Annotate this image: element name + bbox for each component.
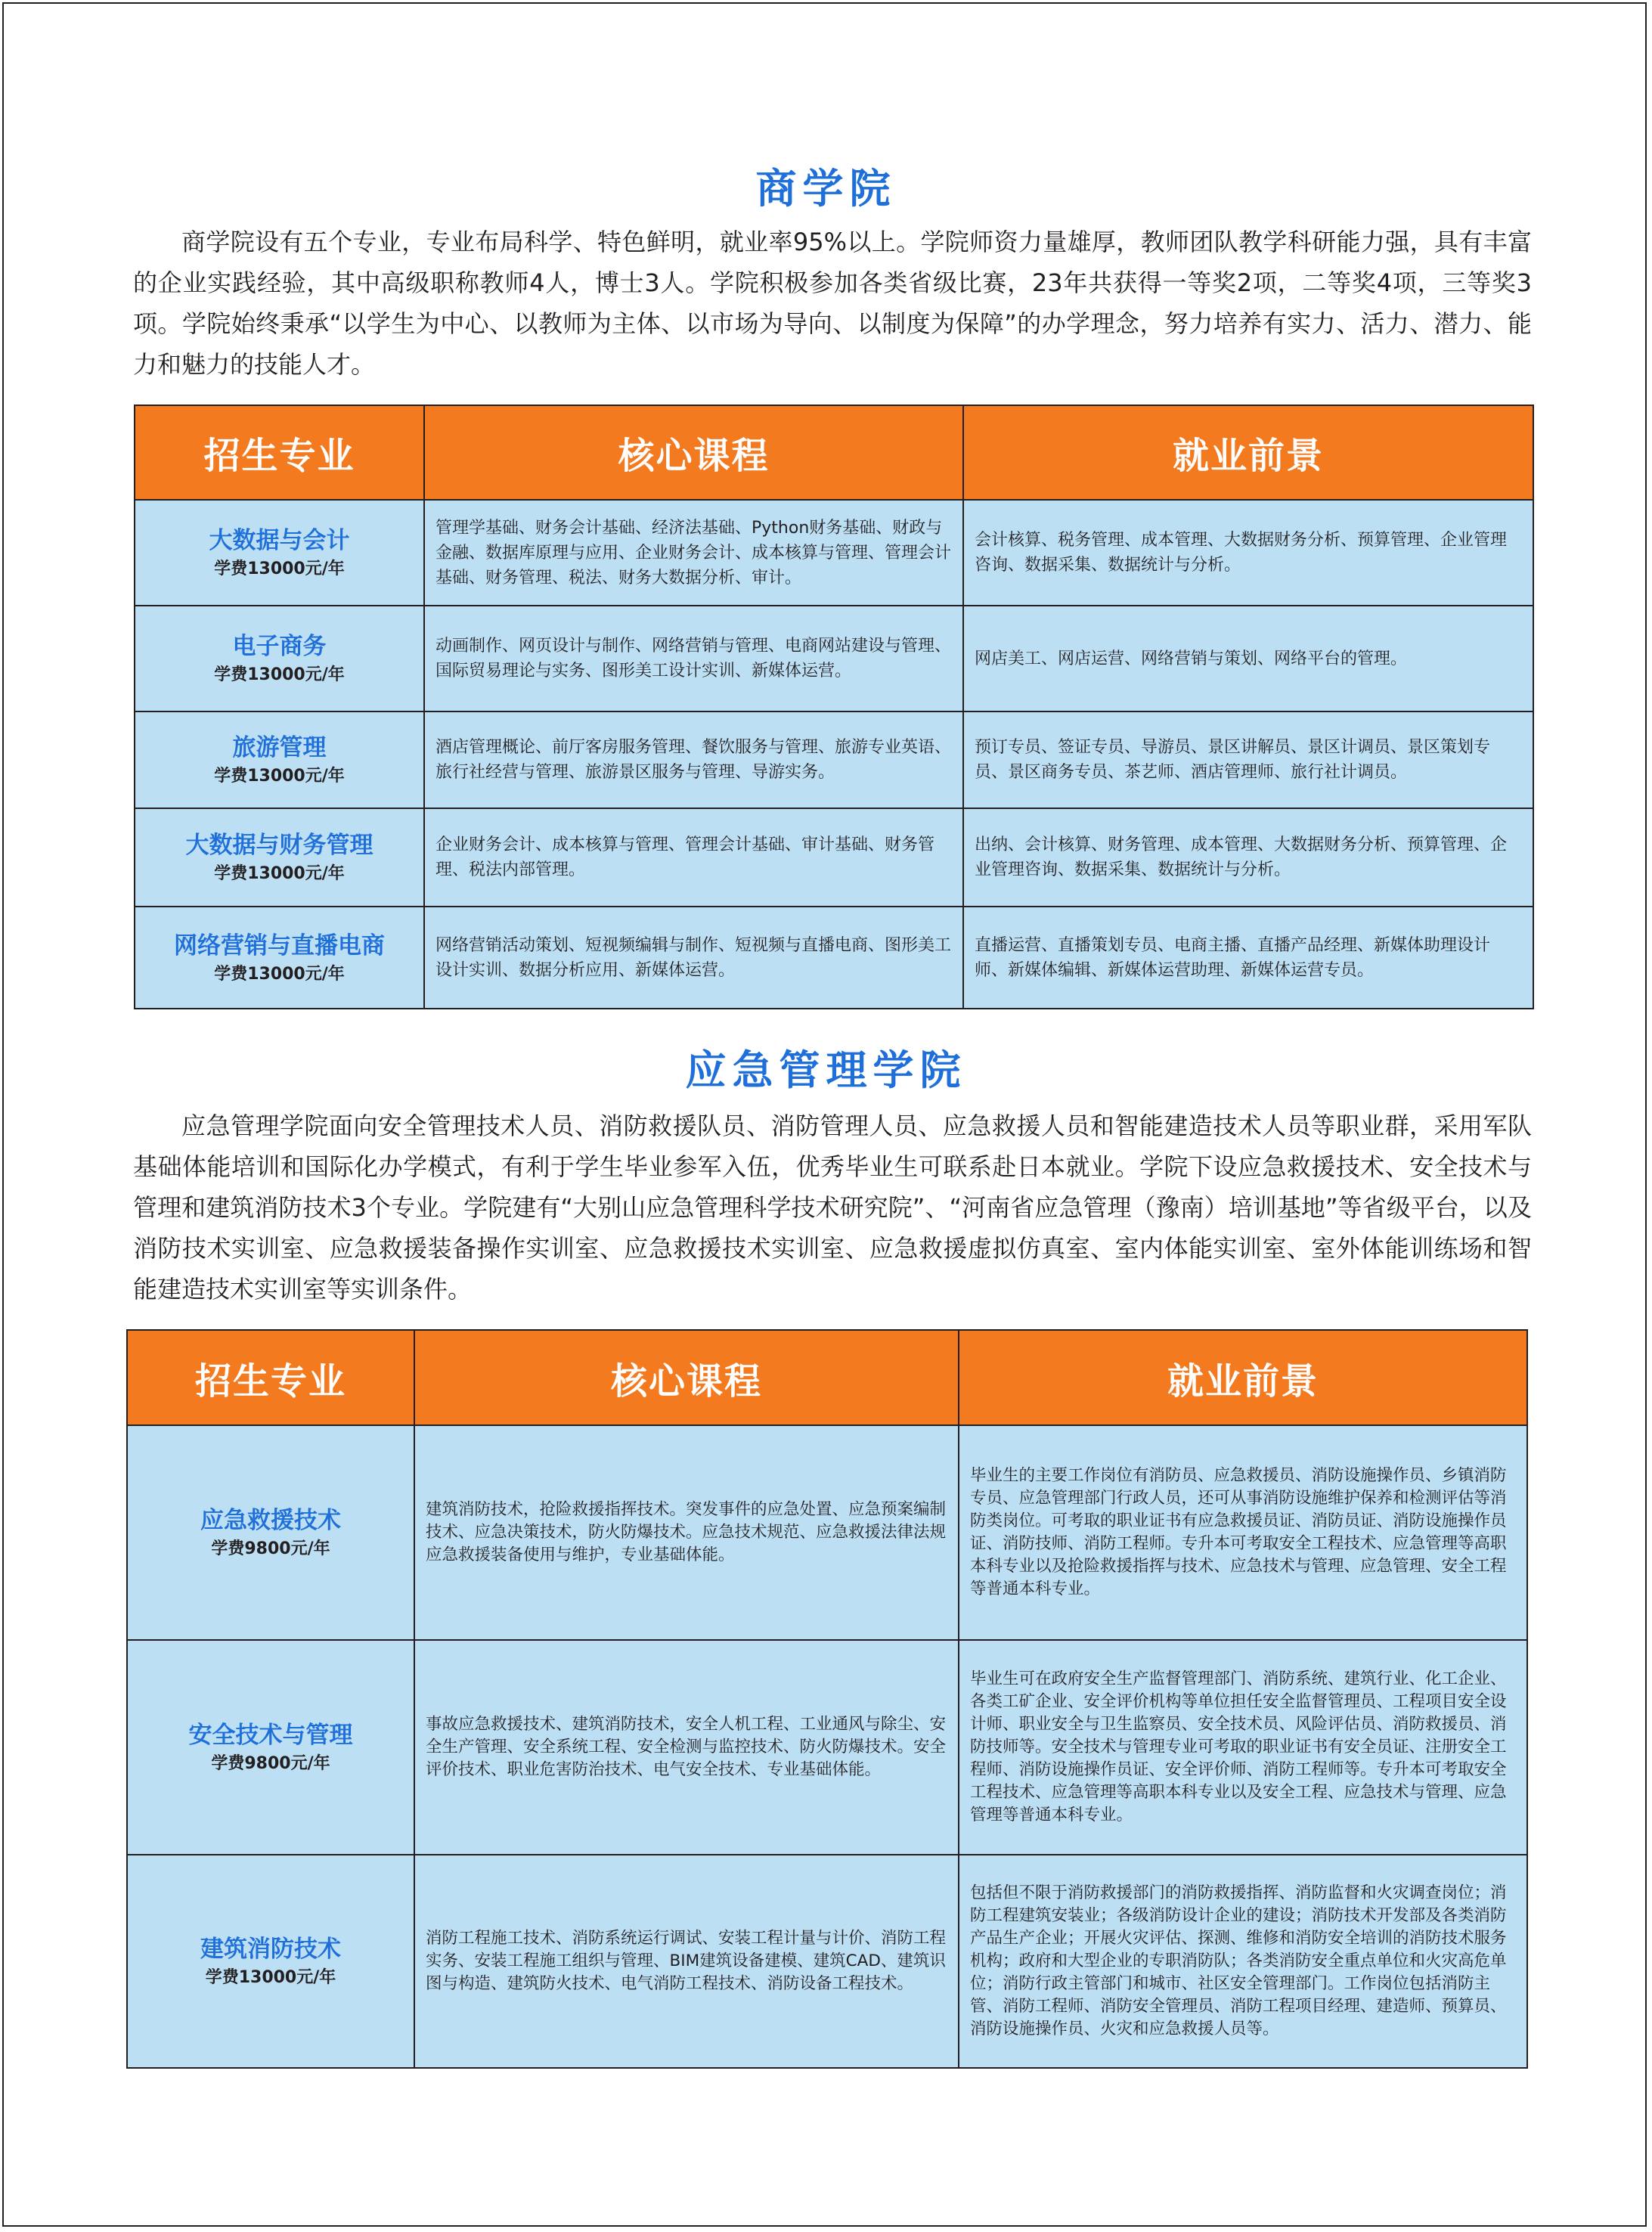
major-name: 大数据与财务管理 xyxy=(185,832,373,859)
table-row xyxy=(135,606,1533,711)
emergency-school-intro: 应急管理学院面向安全管理技术人员、消防救援队员、消防管理人员、应急救援人员和智能建造技术人员等职业群，采用军队基础体能培训和国际化办学模式，有利于学生毕业参军入伍，优秀毕业生可联系赴日本就业。学院下设应急救援技术、安全技术与管理和建筑消防技术3个专业。学院建有“大别山应急管理科学技术研究院”、“河南省应急管理（豫南）培训基地”等省级平台，以及消防技术实训室、应急救援装备操作实训室、应急救援技术实训室、应急救援虚拟仿真室、室内体能实训室、室外体能训练场和智能建造技术实训室等实训条件。 xyxy=(133,1111,1532,1304)
table-row xyxy=(127,1425,1527,1640)
emergency-majors-table xyxy=(126,1329,1528,2069)
table-row xyxy=(135,808,1533,907)
emergency-school-title: 应急管理学院 xyxy=(685,1046,967,1094)
major-fee: 学费13000元/年 xyxy=(214,864,345,883)
major-name: 应急救援技术 xyxy=(200,1507,341,1534)
major-fee: 学费13000元/年 xyxy=(214,767,345,786)
major-name: 电子商务 xyxy=(232,633,327,660)
header-courses: 核心课程 xyxy=(414,1330,959,1425)
major-fee: 学费13000元/年 xyxy=(214,964,345,984)
major-fee: 学费9800元/年 xyxy=(211,1539,330,1558)
major-name: 大数据与会计 xyxy=(209,527,350,554)
major-name: 网络营销与直播电商 xyxy=(174,932,385,959)
business-school-intro: 商学院设有五个专业，专业布局科学、特色鲜明，就业率95%以上。学院师资力量雄厚，教师团队教学科研能力强，具有丰富的企业实践经验，其中高级职称教师4人，博士3人。学院积极参加各类省级比赛，23年共获得一等奖2项，二等奖4项，三等奖3项。学院始终秉承“以学生为中心、以教师为主体、以市场为导向、以制度为保障”的办学理念，努力培养有实力、活力、潜力、能力和魅力的技能人才。 xyxy=(133,228,1532,379)
major-cell xyxy=(135,808,424,907)
major-fee: 学费13000元/年 xyxy=(205,1968,336,1987)
major-name: 旅游管理 xyxy=(232,734,327,761)
prospects-cell: 会计核算、税务管理、成本管理、大数据财务分析、预算管理、企业管理咨询、数据采集、数据统计与分析。 xyxy=(963,500,1533,606)
major-name: 建筑消防技术 xyxy=(200,1936,341,1963)
major-fee: 学费9800元/年 xyxy=(211,1754,330,1773)
prospects-cell: 直播运营、直播策划专员、电商主播、直播产品经理、新媒体助理设计师、新媒体编辑、新媒体运营助理、新媒体运营专员。 xyxy=(963,907,1533,1009)
header-major: 招生专业 xyxy=(127,1330,414,1425)
table-row xyxy=(135,907,1533,1009)
prospects-cell: 出纳、会计核算、财务管理、成本管理、大数据财务分析、预算管理、企业管理咨询、数据采集、数据统计与分析。 xyxy=(963,808,1533,907)
prospects-cell: 包括但不限于消防救援部门的消防救援指挥、消防监督和火灾调查岗位；消防工程建筑安装业；各级消防设计企业的建设；消防技术开发部及各类消防产品生产企业；开展火灾评估、探测、维修和消防安全培训的消防技术服务机构；政府和大型企业的专职消防队；各类消防安全重点单位和火灾高危单位；消防行政主管部门和城市、社区安全管理部门。工作岗位包括消防主管、消防工程师、消防安全管理员、消防工程项目经理、建造师、预算员、消防设施操作员、火灾和应急救援人员等。 xyxy=(959,1855,1527,2068)
major-cell xyxy=(135,606,424,711)
courses-cell: 酒店管理概论、前厅客房服务管理、餐饮服务与管理、旅游专业英语、旅行社经营与管理、旅游景区服务与管理、导游实务。 xyxy=(424,711,963,808)
courses-cell: 企业财务会计、成本核算与管理、管理会计基础、审计基础、财务管理、税法内部管理。 xyxy=(424,808,963,907)
courses-cell: 消防工程施工技术、消防系统运行调试、安装工程计量与计价、消防工程实务、安装工程施工组织与管理、BIM建筑设备建模、建筑CAD、建筑识图与构造、建筑防火技术、电气消防工程技术、消防设备工程技术。 xyxy=(414,1855,959,2068)
courses-cell: 管理学基础、财务会计基础、经济法基础、Python财务基础、财政与金融、数据库原理与应用、企业财务会计、成本核算与管理、管理会计基础、财务管理、税法、财务大数据分析、审计。 xyxy=(424,500,963,606)
courses-cell: 网络营销活动策划、短视频编辑与制作、短视频与直播电商、图形美工设计实训、数据分析应用、新媒体运营。 xyxy=(424,907,963,1009)
table-row xyxy=(135,711,1533,808)
prospects-cell: 预订专员、签证专员、导游员、景区讲解员、景区计调员、景区策划专员、景区商务专员、茶艺师、酒店管理师、旅行社计调员。 xyxy=(963,711,1533,808)
major-fee: 学费13000元/年 xyxy=(214,665,345,684)
business-majors-table xyxy=(134,405,1534,1009)
business-school-title: 商学院 xyxy=(755,165,897,212)
major-cell xyxy=(135,500,424,606)
courses-cell: 事故应急救援技术、建筑消防技术，安全人机工程、工业通风与除尘、安全生产管理、安全系统工程、安全检测与监控技术、防火防爆技术。安全评价技术、职业危害防治技术、电气安全技术、专业基础体能。 xyxy=(414,1640,959,1855)
major-cell xyxy=(135,907,424,1009)
prospects-cell: 毕业生可在政府安全生产监督管理部门、消防系统、建筑行业、化工企业、各类工矿企业、安全评价机构等单位担任安全监督管理员、工程项目安全设计师、职业安全与卫生监察员、安全技术员、风险评估员、消防救援员、消防技师等。安全技术与管理专业可考取的职业证书有安全员证、注册安全工程师、消防设施操作员证、安全评价师、消防工程师等。专升本可考取安全工程技术、应急管理等高职本科专业以及安全工程、应急技术与管理、应急管理等普通本科专业。 xyxy=(959,1640,1527,1855)
major-name: 安全技术与管理 xyxy=(188,1722,353,1749)
header-major: 招生专业 xyxy=(135,405,424,500)
table-header-row xyxy=(127,1330,1527,1425)
major-fee: 学费13000元/年 xyxy=(214,560,345,578)
courses-cell: 建筑消防技术，抢险救援指挥技术。突发事件的应急处置、应急预案编制技术、应急决策技术，防火防爆技术。应急技术规范、应急救援法律法规应急救援装备使用与维护，专业基础体能。 xyxy=(414,1425,959,1640)
table-row xyxy=(135,500,1533,606)
prospects-cell: 网店美工、网店运营、网络营销与策划、网络平台的管理。 xyxy=(963,606,1533,711)
table-row xyxy=(127,1640,1527,1855)
table-header-row xyxy=(135,405,1533,500)
table-row xyxy=(127,1855,1527,2068)
major-cell xyxy=(135,711,424,808)
header-courses: 核心课程 xyxy=(424,405,963,500)
courses-cell: 动画制作、网页设计与制作、网络营销与管理、电商网站建设与管理、国际贸易理论与实务、图形美工设计实训、新媒体运营。 xyxy=(424,606,963,711)
header-prospects: 就业前景 xyxy=(959,1330,1527,1425)
header-prospects: 就业前景 xyxy=(963,405,1533,500)
major-cell xyxy=(127,1640,414,1855)
major-cell xyxy=(127,1425,414,1640)
prospects-cell: 毕业生的主要工作岗位有消防员、应急救援员、消防设施操作员、乡镇消防专员、应急管理部门行政人员，还可从事消防设施维护保养和检测评估等消防类岗位。可考取的职业证书有应急救援员证、消防员证、消防设施操作员证、消防技师、消防工程师。专升本可考取安全工程技术、应急管理等高职本科专业以及抢险救援指挥与技术、应急技术与管理、应急管理、安全工程等普通本科专业。 xyxy=(959,1425,1527,1640)
major-cell xyxy=(127,1855,414,2068)
